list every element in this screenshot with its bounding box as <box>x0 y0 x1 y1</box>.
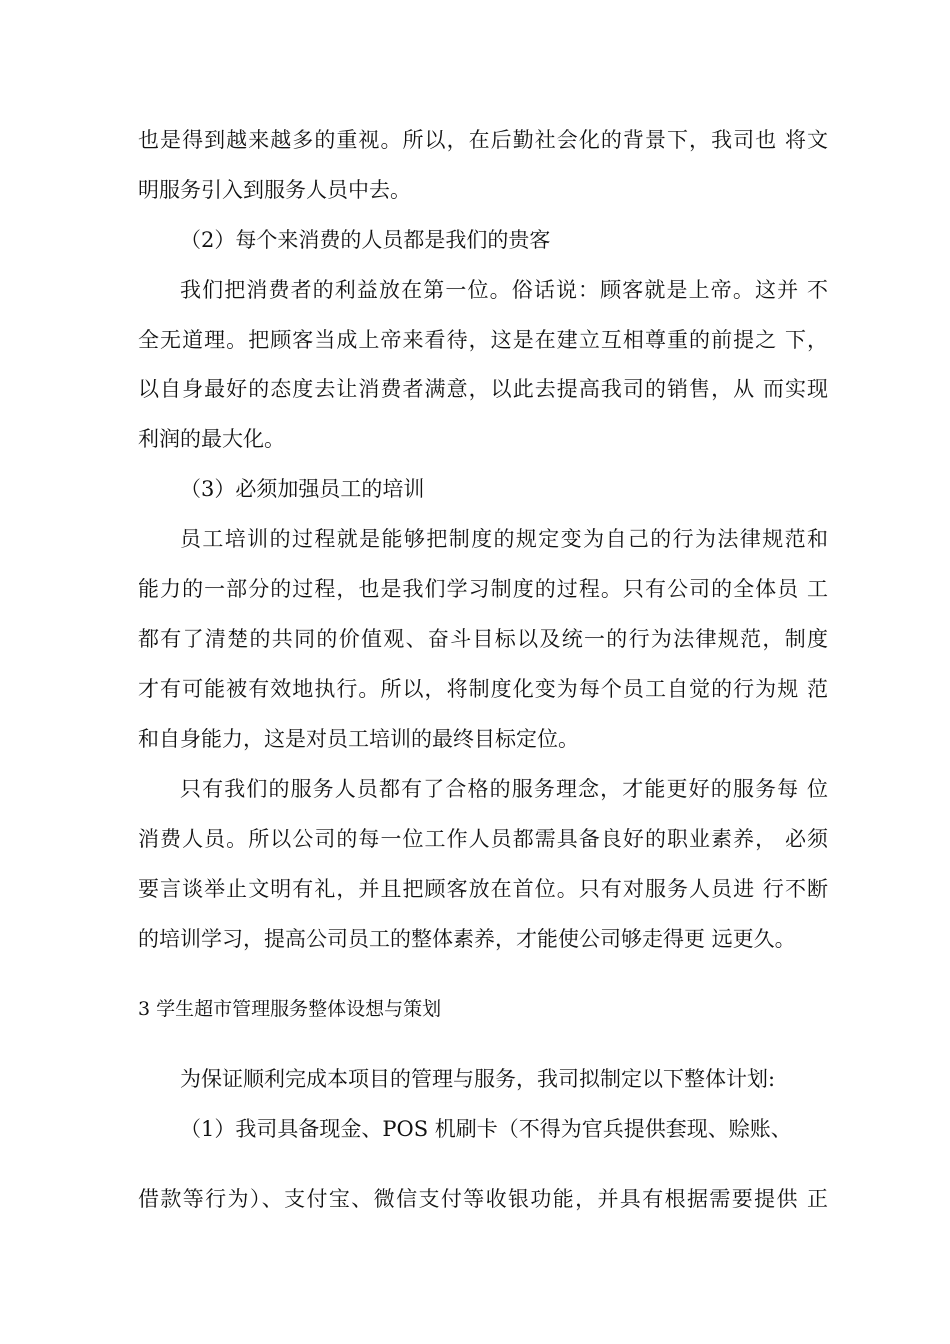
section-heading: 3 学生超市管理服务整体设想与策划 <box>138 998 442 1020</box>
paragraph-line: 借款等行为）、支付宝、微信支付等收银功能，并具有根据需要提供 正 <box>138 1187 828 1211</box>
paragraph-line: 以自身最好的态度去让消费者满意，以此去提高我司的销售，从 而实现 <box>138 377 828 401</box>
paragraph-line: 明服务引入到服务人员中去。 <box>138 178 411 202</box>
paragraph-line: 只有我们的服务人员都有了合格的服务理念，才能更好的服务每 位 <box>180 777 828 801</box>
paragraph-line: 员工培训的过程就是能够把制度的规定变为自己的行为法律规范和 <box>180 527 828 551</box>
paragraph-line: 利润的最大化。 <box>138 427 285 451</box>
paragraph-line: 的培训学习，提高公司员工的整体素养，才能使公司够走得更 远更久。 <box>138 927 796 951</box>
subheading: （2）每个来消费的人员都是我们的贵客 <box>180 228 551 252</box>
subheading: （3）必须加强员工的培训 <box>180 477 425 501</box>
paragraph-line: 和自身能力，这是对员工培训的最终目标定位。 <box>138 727 579 751</box>
paragraph-line: 都有了清楚的共同的价值观、奋斗目标以及统一的行为法律规范，制度 <box>138 627 828 651</box>
paragraph-line: 全无道理。把顾客当成上帝来看待，这是在建立互相尊重的前提之 下， <box>138 328 828 352</box>
paragraph-line: 我们把消费者的利益放在第一位。俗话说：顾客就是上帝。这并 不 <box>180 278 828 302</box>
paragraph-line: 为保证顺利完成本项目的管理与服务，我司拟制定以下整体计划: <box>180 1067 776 1091</box>
paragraph-line: 消费人员。所以公司的每一位工作人员都需具备良好的职业素养， 必须 <box>138 827 828 851</box>
paragraph-line: 要言谈举止文明有礼，并且把顾客放在首位。只有对服务人员进 行不断 <box>138 877 828 901</box>
list-item: （1）我司具备现金、POS 机刷卡（不得为官兵提供套现、赊账、 <box>180 1117 792 1141</box>
paragraph-line: 才有可能被有效地执行。所以，将制度化变为每个员工自觉的行为规 范 <box>138 677 828 701</box>
paragraph-line: 也是得到越来越多的重视。所以，在后勤社会化的背景下，我司也 将文 <box>138 128 828 152</box>
paragraph-line: 能力的一部分的过程，也是我们学习制度的过程。只有公司的全体员 工 <box>138 577 828 601</box>
